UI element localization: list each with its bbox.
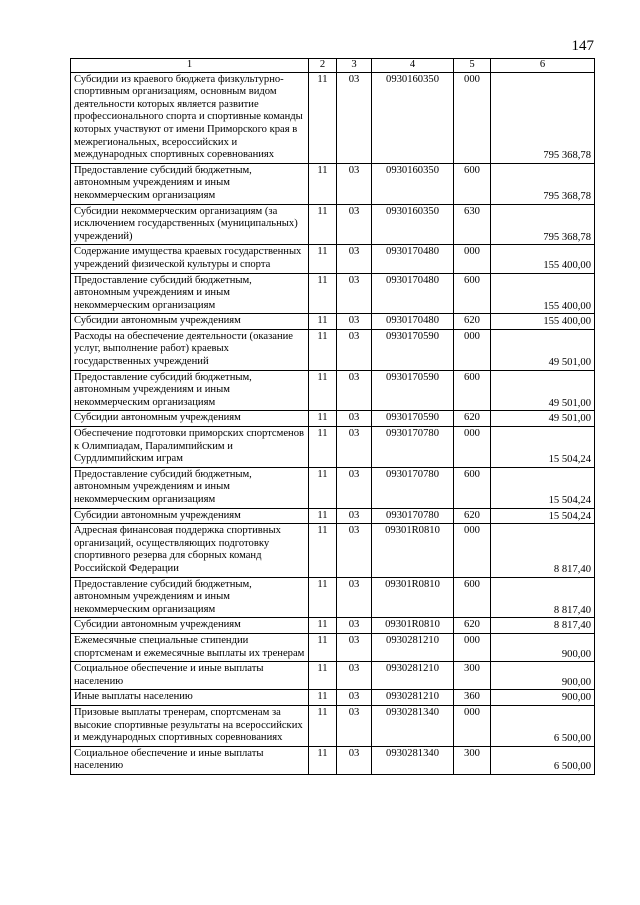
item-subsection: 03 bbox=[337, 427, 372, 468]
item-subsection: 03 bbox=[337, 467, 372, 508]
item-expense-type: 000 bbox=[454, 72, 491, 163]
item-target-article: 09301R0810 bbox=[372, 524, 454, 577]
item-expense-type: 600 bbox=[454, 577, 491, 618]
item-expense-type: 600 bbox=[454, 273, 491, 314]
item-target-article: 0930281340 bbox=[372, 746, 454, 774]
table-row bbox=[71, 411, 595, 427]
item-section: 11 bbox=[309, 427, 337, 468]
table-row bbox=[71, 524, 595, 577]
header-row bbox=[71, 59, 595, 73]
table-row bbox=[71, 746, 595, 774]
item-subsection: 03 bbox=[337, 705, 372, 746]
table-body bbox=[71, 72, 595, 774]
item-amount: 900,00 bbox=[491, 662, 595, 690]
item-section: 11 bbox=[309, 618, 337, 634]
item-amount: 49 501,00 bbox=[491, 329, 595, 370]
item-target-article: 0930170480 bbox=[372, 273, 454, 314]
item-name: Субсидии автономным учреждениям bbox=[71, 314, 309, 330]
item-name: Субсидии автономным учреждениям bbox=[71, 508, 309, 524]
table-row bbox=[71, 427, 595, 468]
item-amount: 8 817,40 bbox=[491, 524, 595, 577]
item-target-article: 0930281210 bbox=[372, 662, 454, 690]
item-section: 11 bbox=[309, 370, 337, 411]
table-row bbox=[71, 633, 595, 661]
item-target-article: 09301R0810 bbox=[372, 577, 454, 618]
item-expense-type: 000 bbox=[454, 633, 491, 661]
table-row bbox=[71, 329, 595, 370]
item-subsection: 03 bbox=[337, 524, 372, 577]
item-subsection: 03 bbox=[337, 662, 372, 690]
item-amount: 15 504,24 bbox=[491, 467, 595, 508]
item-amount: 900,00 bbox=[491, 633, 595, 661]
table-row bbox=[71, 705, 595, 746]
item-amount: 49 501,00 bbox=[491, 370, 595, 411]
item-amount: 900,00 bbox=[491, 690, 595, 706]
item-target-article: 0930170780 bbox=[372, 467, 454, 508]
table-row bbox=[71, 314, 595, 330]
item-name: Предоставление субсидий бюджетным, автономным учреждениям и иным некоммерческим организациям bbox=[71, 163, 309, 204]
table-header bbox=[71, 59, 595, 73]
item-target-article: 0930170590 bbox=[372, 370, 454, 411]
item-amount: 49 501,00 bbox=[491, 411, 595, 427]
header-col-2: 2 bbox=[309, 59, 337, 73]
item-expense-type: 630 bbox=[454, 204, 491, 245]
item-amount: 155 400,00 bbox=[491, 245, 595, 273]
item-section: 11 bbox=[309, 705, 337, 746]
item-subsection: 03 bbox=[337, 273, 372, 314]
item-name: Содержание имущества краевых государственных учреждений физической культуры и спорта bbox=[71, 245, 309, 273]
item-subsection: 03 bbox=[337, 618, 372, 634]
item-subsection: 03 bbox=[337, 72, 372, 163]
table-row bbox=[71, 662, 595, 690]
item-amount: 15 504,24 bbox=[491, 427, 595, 468]
budget-table bbox=[70, 58, 595, 775]
item-subsection: 03 bbox=[337, 577, 372, 618]
item-section: 11 bbox=[309, 204, 337, 245]
item-expense-type: 000 bbox=[454, 427, 491, 468]
table-row bbox=[71, 72, 595, 163]
item-section: 11 bbox=[309, 72, 337, 163]
item-section: 11 bbox=[309, 577, 337, 618]
item-section: 11 bbox=[309, 273, 337, 314]
table-row bbox=[71, 467, 595, 508]
header-col-1: 1 bbox=[71, 59, 309, 73]
item-name: Субсидии автономным учреждениям bbox=[71, 618, 309, 634]
item-expense-type: 300 bbox=[454, 746, 491, 774]
item-name: Иные выплаты населению bbox=[71, 690, 309, 706]
item-target-article: 0930170780 bbox=[372, 508, 454, 524]
item-name: Предоставление субсидий бюджетным, автономным учреждениям и иным некоммерческим организациям bbox=[71, 577, 309, 618]
item-subsection: 03 bbox=[337, 633, 372, 661]
table-row bbox=[71, 273, 595, 314]
item-name: Призовые выплаты тренерам, спортсменам за высокие спортивные результаты на всероссийских и международных спортивных соревнованиях bbox=[71, 705, 309, 746]
item-amount: 795 368,78 bbox=[491, 72, 595, 163]
item-subsection: 03 bbox=[337, 329, 372, 370]
item-expense-type: 600 bbox=[454, 163, 491, 204]
item-expense-type: 600 bbox=[454, 370, 491, 411]
item-amount: 795 368,78 bbox=[491, 163, 595, 204]
item-target-article: 0930160350 bbox=[372, 72, 454, 163]
item-amount: 6 500,00 bbox=[491, 746, 595, 774]
item-amount: 155 400,00 bbox=[491, 314, 595, 330]
item-amount: 8 817,40 bbox=[491, 577, 595, 618]
item-target-article: 09301R0810 bbox=[372, 618, 454, 634]
item-expense-type: 000 bbox=[454, 245, 491, 273]
table-row bbox=[71, 690, 595, 706]
item-subsection: 03 bbox=[337, 370, 372, 411]
item-section: 11 bbox=[309, 690, 337, 706]
table-row bbox=[71, 245, 595, 273]
item-target-article: 0930170480 bbox=[372, 314, 454, 330]
item-expense-type: 620 bbox=[454, 411, 491, 427]
item-amount: 155 400,00 bbox=[491, 273, 595, 314]
item-section: 11 bbox=[309, 524, 337, 577]
item-name: Предоставление субсидий бюджетным, автономным учреждениям и иным некоммерческим организациям bbox=[71, 467, 309, 508]
item-expense-type: 000 bbox=[454, 524, 491, 577]
header-col-6: 6 bbox=[491, 59, 595, 73]
item-section: 11 bbox=[309, 633, 337, 661]
item-subsection: 03 bbox=[337, 690, 372, 706]
item-target-article: 0930170590 bbox=[372, 329, 454, 370]
item-target-article: 0930281210 bbox=[372, 690, 454, 706]
item-expense-type: 300 bbox=[454, 662, 491, 690]
page-number: 147 bbox=[571, 38, 594, 54]
item-name: Ежемесячные специальные стипендии спортсменам и ежемесячные выплаты их тренерам bbox=[71, 633, 309, 661]
item-expense-type: 600 bbox=[454, 467, 491, 508]
item-subsection: 03 bbox=[337, 411, 372, 427]
table-row bbox=[71, 204, 595, 245]
table-row bbox=[71, 163, 595, 204]
item-subsection: 03 bbox=[337, 314, 372, 330]
header-col-4: 4 bbox=[372, 59, 454, 73]
item-expense-type: 360 bbox=[454, 690, 491, 706]
item-subsection: 03 bbox=[337, 746, 372, 774]
item-name: Социальное обеспечение и иные выплаты населению bbox=[71, 662, 309, 690]
item-section: 11 bbox=[309, 245, 337, 273]
item-name: Расходы на обеспечение деятельности (оказание услуг, выполнение работ) краевых государственных учреждений bbox=[71, 329, 309, 370]
item-target-article: 0930281340 bbox=[372, 705, 454, 746]
item-name: Обеспечение подготовки приморских спортсменов к Олимпиадам, Паралимпийским и Сурдлимпийским играм bbox=[71, 427, 309, 468]
item-target-article: 0930170480 bbox=[372, 245, 454, 273]
table-row bbox=[71, 577, 595, 618]
item-section: 11 bbox=[309, 746, 337, 774]
item-name: Предоставление субсидий бюджетным, автономным учреждениям и иным некоммерческим организациям bbox=[71, 273, 309, 314]
item-amount: 15 504,24 bbox=[491, 508, 595, 524]
item-name: Субсидии некоммерческим организациям (за исключением государственных (муниципальных) учреждений) bbox=[71, 204, 309, 245]
item-subsection: 03 bbox=[337, 245, 372, 273]
header-col-3: 3 bbox=[337, 59, 372, 73]
item-section: 11 bbox=[309, 163, 337, 204]
header-col-5: 5 bbox=[454, 59, 491, 73]
table-row bbox=[71, 618, 595, 634]
item-section: 11 bbox=[309, 467, 337, 508]
item-subsection: 03 bbox=[337, 508, 372, 524]
item-target-article: 0930281210 bbox=[372, 633, 454, 661]
item-target-article: 0930170780 bbox=[372, 427, 454, 468]
item-section: 11 bbox=[309, 508, 337, 524]
table-row bbox=[71, 370, 595, 411]
item-name: Адресная финансовая поддержка спортивных организаций, осуществляющих подготовку спортивного резерва для сборных команд Российской Федерации bbox=[71, 524, 309, 577]
item-section: 11 bbox=[309, 329, 337, 370]
item-section: 11 bbox=[309, 411, 337, 427]
item-name: Субсидии автономным учреждениям bbox=[71, 411, 309, 427]
item-target-article: 0930160350 bbox=[372, 163, 454, 204]
item-amount: 795 368,78 bbox=[491, 204, 595, 245]
item-name: Субсидии из краевого бюджета физкультурно-спортивным организациям, основным видом деятельности которых является развитие профессионального спорта и спортивные команды которых участвуют от имени Приморского края в межрегиональных, всероссийских и международных спортивных соревнованиях bbox=[71, 72, 309, 163]
item-target-article: 0930170590 bbox=[372, 411, 454, 427]
item-section: 11 bbox=[309, 662, 337, 690]
item-subsection: 03 bbox=[337, 163, 372, 204]
item-target-article: 0930160350 bbox=[372, 204, 454, 245]
item-expense-type: 620 bbox=[454, 508, 491, 524]
item-name: Предоставление субсидий бюджетным, автономным учреждениям и иным некоммерческим организациям bbox=[71, 370, 309, 411]
item-expense-type: 000 bbox=[454, 329, 491, 370]
item-amount: 8 817,40 bbox=[491, 618, 595, 634]
item-name: Социальное обеспечение и иные выплаты населению bbox=[71, 746, 309, 774]
item-expense-type: 620 bbox=[454, 314, 491, 330]
item-expense-type: 620 bbox=[454, 618, 491, 634]
item-expense-type: 000 bbox=[454, 705, 491, 746]
item-section: 11 bbox=[309, 314, 337, 330]
item-amount: 6 500,00 bbox=[491, 705, 595, 746]
item-subsection: 03 bbox=[337, 204, 372, 245]
table-row bbox=[71, 508, 595, 524]
